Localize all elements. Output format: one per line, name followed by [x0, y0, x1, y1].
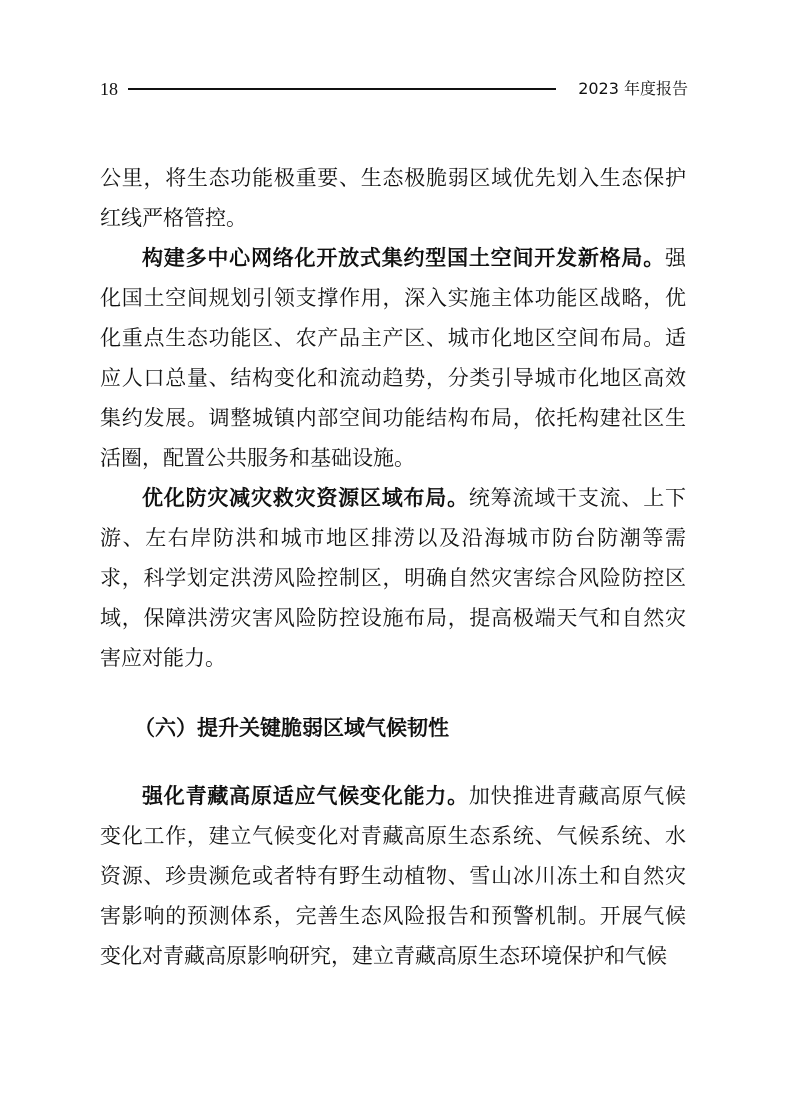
paragraph-lead: 强化青藏高原适应气候变化能力。	[142, 783, 469, 808]
section-heading: （六）提升关键脆弱区域气候韧性	[134, 716, 449, 740]
paragraph-spatial-layout	[100, 238, 686, 478]
paragraph-lead: 优化防灾减灾救灾资源区域布局。	[142, 485, 469, 510]
paragraph-tibetan-plateau	[100, 776, 686, 976]
body-text	[100, 158, 686, 976]
paragraph-text: 统筹流域干支流、上下游、左右岸防洪和城市地区排涝以及沿海城市防台防潮等需求，科学划定洪涝风险控制区，明确自然灾害综合风险防控区域，保障洪涝灾害风险防控设施布局，提高极端天气和自然灾害应对能力。	[100, 486, 686, 670]
paragraph-continuation	[100, 158, 686, 238]
paragraph-lead: 构建多中心网络化开放式集约型国土空间开发新格局。	[142, 245, 665, 270]
paragraph-text: 强化国土空间规划引领支撑作用，深入实施主体功能区战略，优化重点生态功能区、农产品主产区、城市化地区空间布局。适应人口总量、结构变化和流动趋势，分类引导城市化地区高效集约发展。调整城镇内部空间功能结构布局，依托构建社区生活圈，配置公共服务和基础设施。	[100, 246, 686, 470]
report-title: 2023 年度报告	[578, 79, 688, 98]
page-header	[100, 76, 688, 102]
paragraph-text: 加快推进青藏高原气候变化工作，建立气候变化对青藏高原生态系统、气候系统、水资源、珍贵濒危或者特有野生动植物、雪山冰川冻土和自然灾害影响的预测体系，完善生态风险报告和预警机制。开展气候变化对青藏高原影响研究，建立青藏高原生态环境保护和气候	[100, 784, 686, 968]
paragraph-text: 公里，将生态功能极重要、生态极脆弱区域优先划入生态保护红线严格管控。	[100, 166, 686, 230]
page-number: 18	[100, 79, 118, 99]
paragraph-disaster-prevention	[100, 478, 686, 678]
header-rule	[128, 88, 556, 90]
